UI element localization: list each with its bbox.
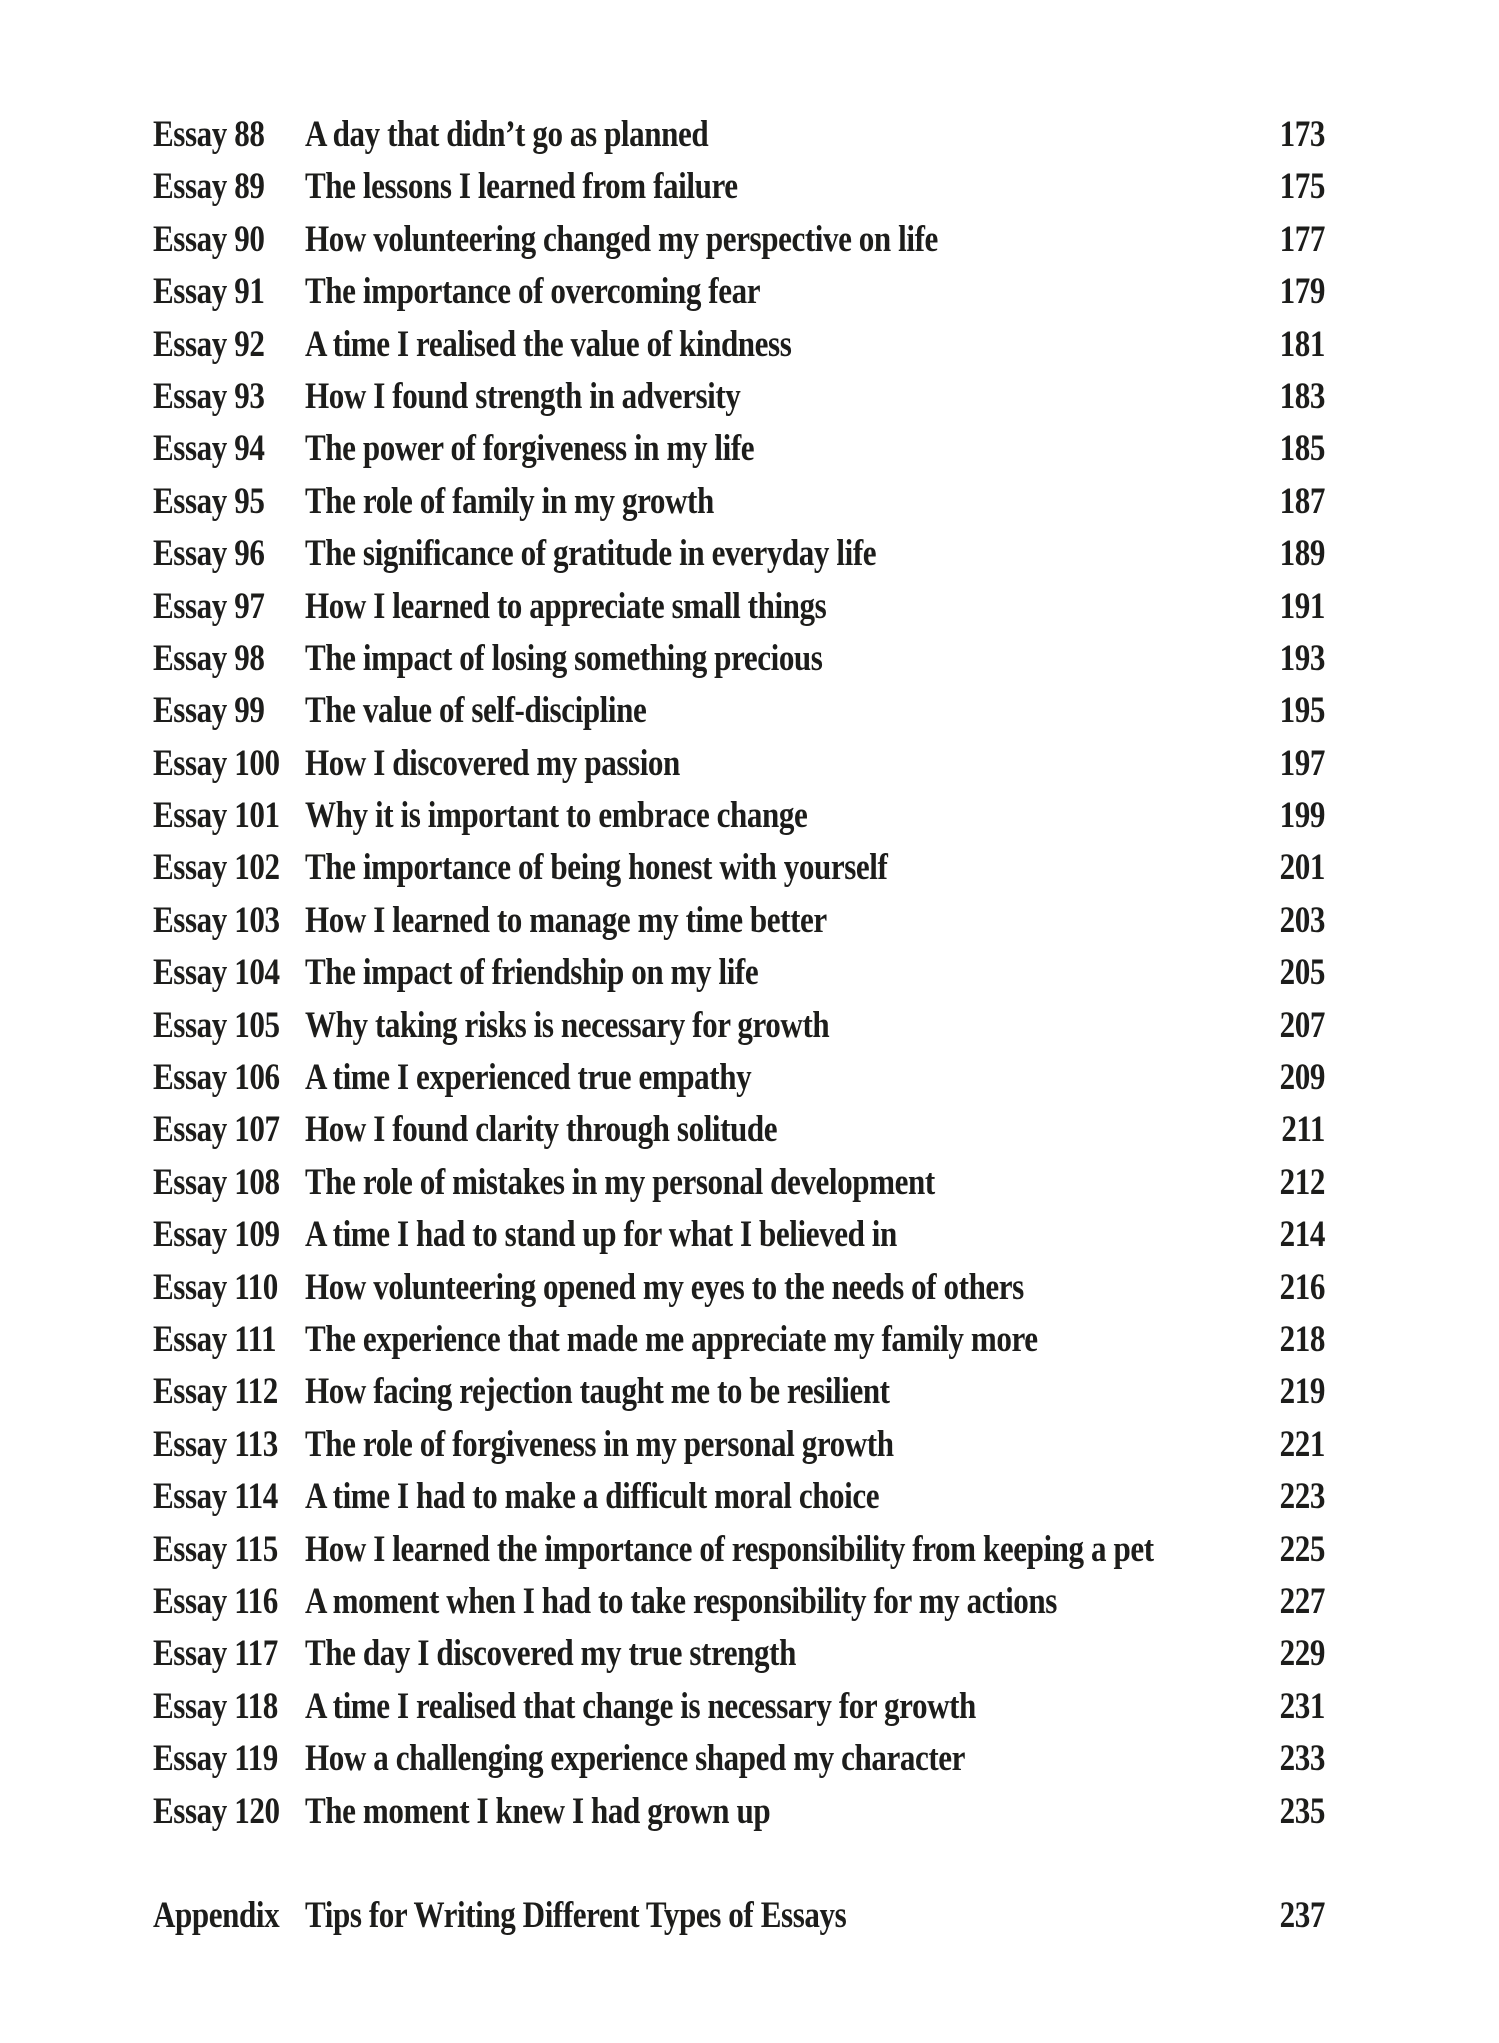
entry-label: Essay 101 xyxy=(153,795,280,837)
entry-page-number: 212 xyxy=(1279,1161,1325,1203)
toc-entry xyxy=(153,1419,1325,1471)
entry-label: Essay 96 xyxy=(153,533,265,575)
entry-label: Essay 102 xyxy=(153,847,280,889)
entry-title: How volunteering changed my perspective on life xyxy=(305,218,938,260)
entry-label: Essay 92 xyxy=(153,323,265,365)
toc-entry xyxy=(153,109,1325,161)
entry-page-number: 191 xyxy=(1279,585,1325,627)
entry-label: Essay 93 xyxy=(153,375,265,417)
entry-title: The role of mistakes in my personal development xyxy=(305,1161,935,1203)
entry-page-number: 209 xyxy=(1279,1057,1325,1099)
toc-entry xyxy=(153,319,1325,371)
toc-entry xyxy=(153,266,1325,318)
entry-label: Essay 106 xyxy=(153,1057,280,1099)
entry-label: Essay 97 xyxy=(153,585,265,627)
entry-page-number: 207 xyxy=(1279,1004,1325,1046)
entry-page-number: 227 xyxy=(1279,1580,1325,1622)
entry-title: How I found strength in adversity xyxy=(305,375,741,417)
entry-label: Essay 103 xyxy=(153,899,280,941)
entry-title: The power of forgiveness in my life xyxy=(305,428,755,470)
toc-entry xyxy=(153,1262,1325,1314)
toc-entry xyxy=(153,214,1325,266)
entry-page-number: 203 xyxy=(1279,899,1325,941)
entry-page-number: 223 xyxy=(1279,1476,1325,1518)
entry-label: Essay 111 xyxy=(153,1318,277,1360)
toc-entry xyxy=(153,1366,1325,1418)
entry-page-number: 189 xyxy=(1279,533,1325,575)
entry-title: How I learned to appreciate small things xyxy=(305,585,827,627)
toc-entry xyxy=(153,790,1325,842)
entry-label: Essay 100 xyxy=(153,742,280,784)
entry-page-number: 235 xyxy=(1279,1790,1325,1832)
toc-entry xyxy=(153,476,1325,528)
toc-entry xyxy=(153,947,1325,999)
entry-title: The impact of losing something precious xyxy=(305,637,823,679)
entry-title: The importance of overcoming fear xyxy=(305,271,761,313)
entry-title: How I learned to manage my time better xyxy=(305,899,827,941)
toc-entry xyxy=(153,528,1325,580)
entry-label: Essay 95 xyxy=(153,480,265,522)
toc-entry xyxy=(153,1681,1325,1733)
entry-title: The day I discovered my true strength xyxy=(305,1633,796,1675)
entry-page-number: 187 xyxy=(1279,480,1325,522)
entry-page-number: 185 xyxy=(1279,428,1325,470)
entry-page-number: 221 xyxy=(1279,1423,1325,1465)
entry-page-number: 199 xyxy=(1279,795,1325,837)
entry-label: Essay 99 xyxy=(153,690,265,732)
entry-page-number: 216 xyxy=(1279,1266,1325,1308)
toc-entry xyxy=(153,1104,1325,1156)
entry-label: Essay 90 xyxy=(153,218,265,260)
entry-page-number: 219 xyxy=(1279,1371,1325,1413)
toc-entry xyxy=(153,1786,1325,1838)
entry-page-number: 179 xyxy=(1279,271,1325,313)
entry-title: The value of self-discipline xyxy=(305,690,647,732)
toc-entry xyxy=(153,581,1325,633)
toc-entry xyxy=(153,423,1325,475)
entry-label: Essay 114 xyxy=(153,1476,278,1518)
toc-entry xyxy=(153,371,1325,423)
toc-entry xyxy=(153,1733,1325,1785)
entry-label: Essay 105 xyxy=(153,1004,280,1046)
toc-entry xyxy=(153,633,1325,685)
toc-entry xyxy=(153,895,1325,947)
entry-title: Why taking risks is necessary for growth xyxy=(305,1004,830,1046)
entry-label: Essay 115 xyxy=(153,1528,278,1570)
entry-page-number: 231 xyxy=(1279,1685,1325,1727)
entry-page-number: 218 xyxy=(1279,1318,1325,1360)
entry-page-number: 225 xyxy=(1279,1528,1325,1570)
entry-page-number: 205 xyxy=(1279,952,1325,994)
entry-page-number: 197 xyxy=(1279,742,1325,784)
toc-entry xyxy=(153,1209,1325,1261)
entry-title: A time I had to stand up for what I believed in xyxy=(305,1214,897,1256)
toc-entry xyxy=(153,1524,1325,1576)
entry-title: How facing rejection taught me to be resilient xyxy=(305,1371,890,1413)
entry-title: A time I experienced true empathy xyxy=(305,1057,752,1099)
entry-page-number: 193 xyxy=(1279,637,1325,679)
entry-page-number: 195 xyxy=(1279,690,1325,732)
entry-label: Essay 104 xyxy=(153,952,280,994)
entry-title: A time I realised the value of kindness xyxy=(305,323,792,365)
toc-entry xyxy=(153,1576,1325,1628)
table-of-contents xyxy=(153,109,1325,1943)
entry-title: How volunteering opened my eyes to the needs of others xyxy=(305,1266,1024,1308)
entry-title: Why it is important to embrace change xyxy=(305,795,808,837)
toc-entry xyxy=(153,685,1325,737)
entry-label: Essay 120 xyxy=(153,1790,280,1832)
entry-page-number: 181 xyxy=(1279,323,1325,365)
entry-label: Essay 91 xyxy=(153,271,265,313)
entry-title: The significance of gratitude in everyday life xyxy=(305,533,877,575)
entry-page-number: 229 xyxy=(1279,1633,1325,1675)
entry-label: Essay 119 xyxy=(153,1738,278,1780)
entry-label: Essay 94 xyxy=(153,428,265,470)
toc-entry xyxy=(153,842,1325,894)
toc-entry xyxy=(153,1471,1325,1523)
entry-label: Essay 88 xyxy=(153,114,265,155)
entry-title: A time I realised that change is necessary for growth xyxy=(305,1685,976,1727)
entry-title: How I found clarity through solitude xyxy=(305,1109,778,1151)
entry-page-number: 173 xyxy=(1279,114,1325,155)
entry-label: Essay 118 xyxy=(153,1685,278,1727)
entry-label: Essay 112 xyxy=(153,1371,278,1413)
entry-label: Essay 89 xyxy=(153,166,265,208)
toc-entry xyxy=(153,1052,1325,1104)
toc-entry xyxy=(153,1000,1325,1052)
entry-label: Essay 107 xyxy=(153,1109,280,1151)
entry-page-number: 175 xyxy=(1279,166,1325,208)
entry-title: The role of forgiveness in my personal growth xyxy=(305,1423,894,1465)
entry-title: The importance of being honest with yourself xyxy=(305,847,888,889)
entry-page-number: 237 xyxy=(1279,1895,1325,1937)
entry-page-number: 201 xyxy=(1279,847,1325,889)
entry-page-number: 177 xyxy=(1279,218,1325,260)
entry-label: Essay 110 xyxy=(153,1266,278,1308)
toc-entry xyxy=(153,738,1325,790)
entry-page-number: 211 xyxy=(1281,1109,1325,1151)
entry-title: A day that didn’t go as planned xyxy=(305,114,709,155)
entry-title: The moment I knew I had grown up xyxy=(305,1790,771,1832)
entry-title: The experience that made me appreciate my family more xyxy=(305,1318,1038,1360)
toc-entry xyxy=(153,1628,1325,1680)
entry-page-number: 233 xyxy=(1279,1738,1325,1780)
entry-label: Essay 116 xyxy=(153,1580,278,1622)
entry-title: How I learned the importance of responsibility from keeping a pet xyxy=(305,1528,1154,1570)
entry-page-number: 183 xyxy=(1279,375,1325,417)
entry-title: A moment when I had to take responsibility for my actions xyxy=(305,1580,1057,1622)
entry-title: The impact of friendship on my life xyxy=(305,952,759,994)
entry-title: A time I had to make a difficult moral choice xyxy=(305,1476,880,1518)
entry-label: Essay 108 xyxy=(153,1161,280,1203)
entry-label: Essay 98 xyxy=(153,637,265,679)
toc-entry xyxy=(153,1314,1325,1366)
entry-title: How I discovered my passion xyxy=(305,742,680,784)
entry-title: Tips for Writing Different Types of Essays xyxy=(305,1895,847,1937)
toc-entry xyxy=(153,1890,1325,1942)
toc-entry xyxy=(153,1157,1325,1209)
entry-page-number: 214 xyxy=(1279,1214,1325,1256)
entry-title: The lessons I learned from failure xyxy=(305,166,738,208)
entry-title: The role of family in my growth xyxy=(305,480,714,522)
entry-label: Essay 109 xyxy=(153,1214,280,1256)
entry-label: Essay 117 xyxy=(153,1633,278,1675)
entry-label: Essay 113 xyxy=(153,1423,278,1465)
entry-label: Appendix xyxy=(153,1895,280,1937)
toc-entry xyxy=(153,161,1325,213)
entry-title: How a challenging experience shaped my character xyxy=(305,1738,966,1780)
